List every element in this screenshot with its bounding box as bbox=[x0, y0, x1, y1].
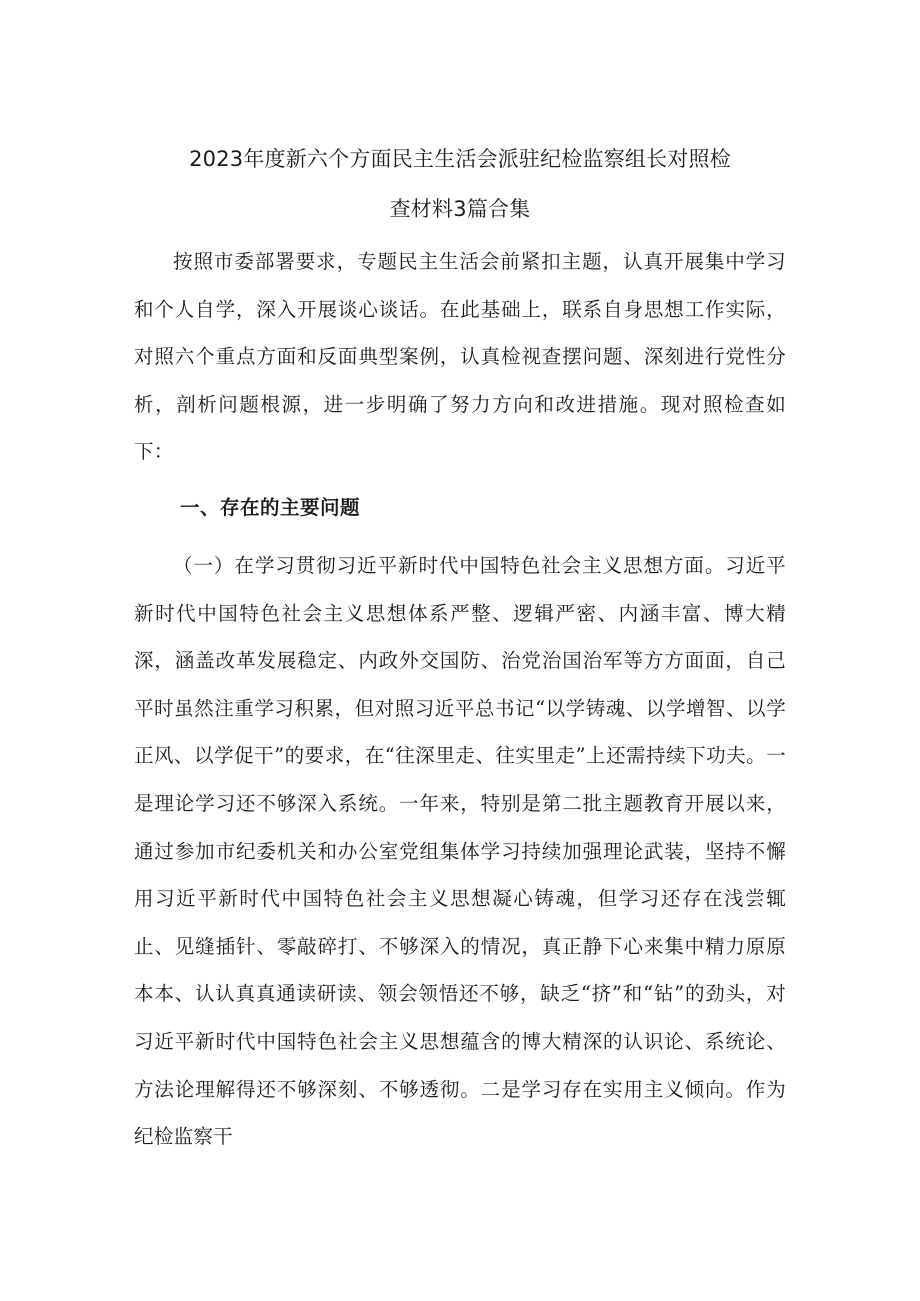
document-title-line-1: 2023年度新六个方面民主生活会派驻纪检监察组长对照检 bbox=[189, 147, 731, 171]
section-heading-1: 一、存在的主要问题 bbox=[180, 496, 361, 519]
section-1-paragraph: （一）在学习贯彻习近平新时代中国特色社会主义思想方面。习近平新时代中国特色社会主义思想体系严整、逻辑严密、内涵丰富、博大精深，涵盖改革发展稳定、内政外交国防、治党治国治军等方方面面，自己平时虽然注重学习积累，但对照习近平总书记“以学铸魂、以学增智、以学正风、以学促干”的要求，在“往深里走、往实里走”上还需持续下功夫。一是理论学习还不够深入系统。一年来，特别是第二批主题教育开展以来，通过参加市纪委机关和办公室党组集体学习持续加强理论武装，坚持不懈用习近平新时代中国特色社会主义思想凝心铸魂，但学习还存在浅尝辄止、见缝插针、零敲碎打、不够深入的情况，真正静下心来集中精力原原本本、认认真真通读研读、领会领悟还不够，缺乏“挤”和“钻”的劲头，对习近平新时代中国特色社会主义思想蕴含的博大精深的认识论、系统论、方法论理解得还不够深刻、不够透彻。二是学习存在实用主义倾向。作为纪检监察干 bbox=[134, 554, 786, 1149]
document-title-line-2: 查材料3篇合集 bbox=[389, 197, 531, 221]
intro-paragraph: 按照市委部署要求，专题民主生活会前紧扣主题，认真开展集中学习和个人自学，深入开展谈心谈话。在此基础上，联系自身思想工作实际，对照六个重点方面和反面典型案例，认真检视查摆问题、深刻进行党性分析，剖析问题根源，进一步明确了努力方向和改进措施。现对照检查如下： bbox=[134, 250, 786, 464]
